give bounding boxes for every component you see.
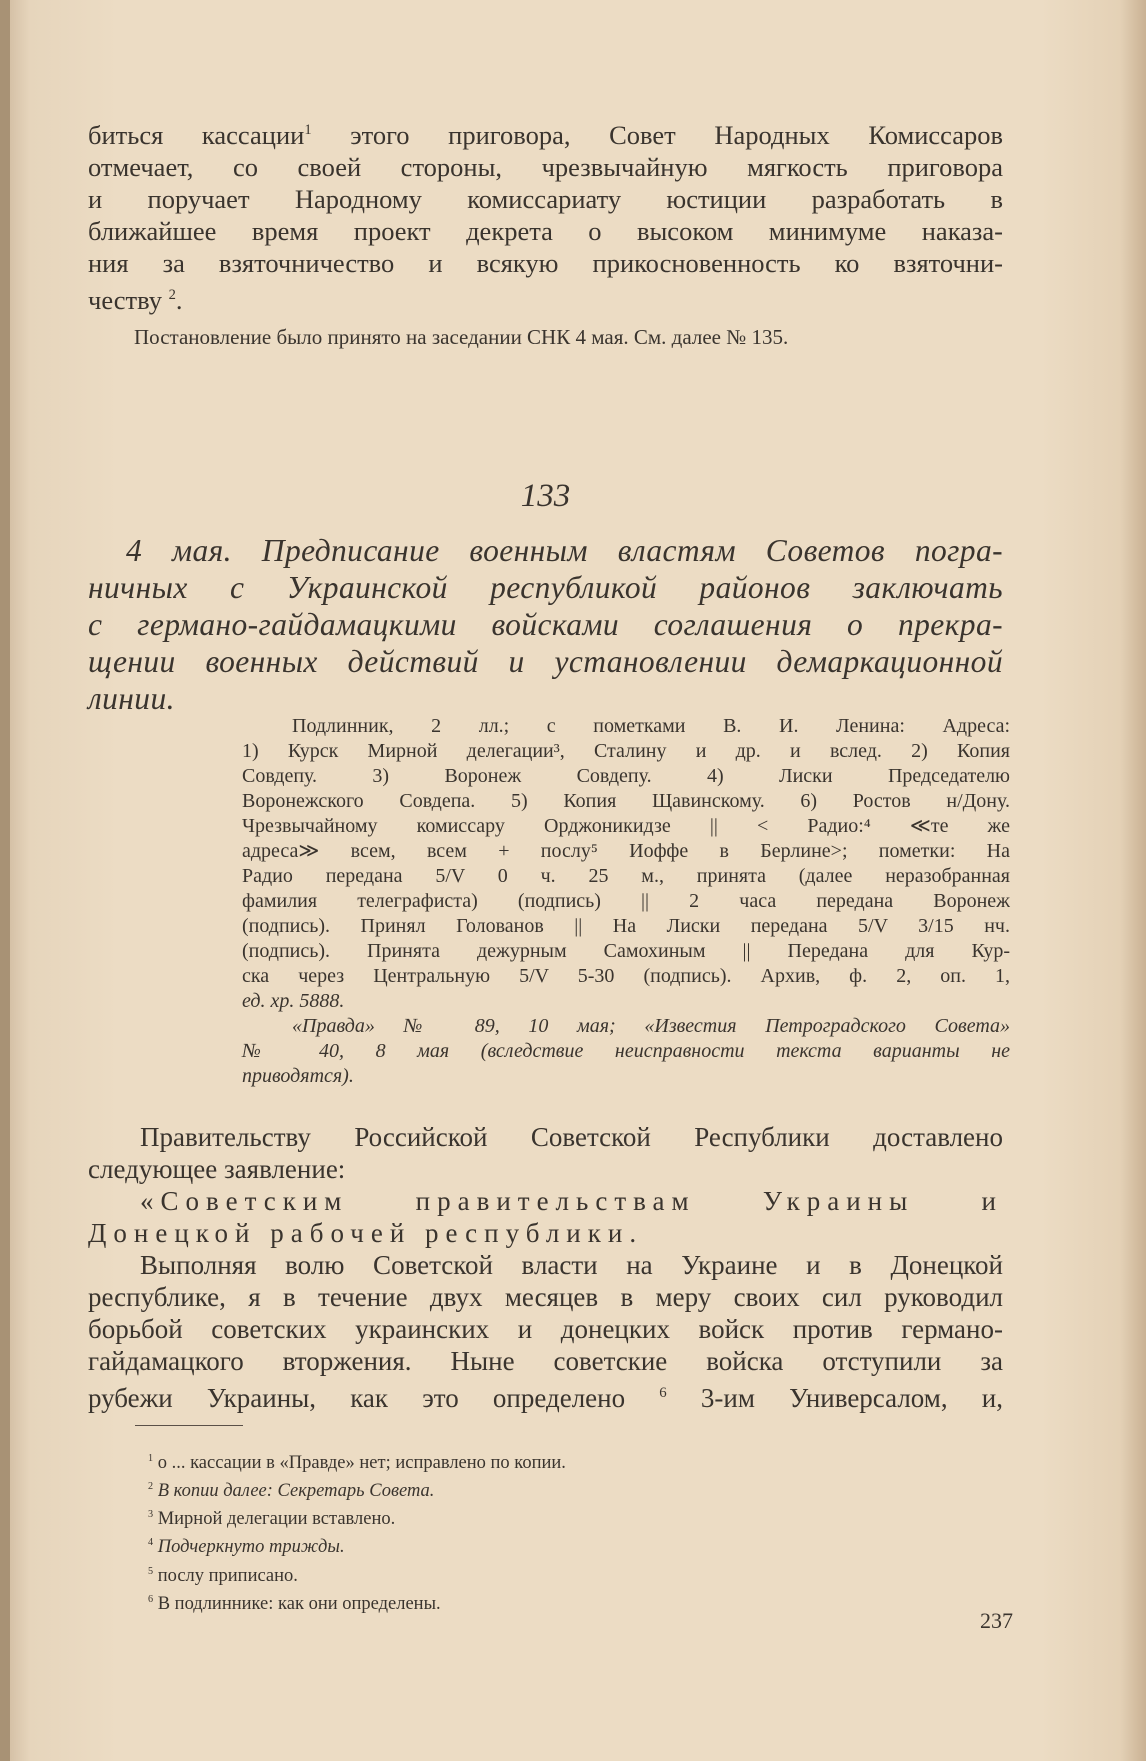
source-line: Радио передана 5/V 0 ч. 25 м., принята (далее неразобранная	[242, 865, 1010, 887]
title-line: щении военных действий и установлении демаркационной	[88, 644, 1003, 679]
body-line: борьбой советских украинских и донецких войск против германо-	[88, 1314, 1003, 1344]
source-line: адреса≫ всем, всем + послу⁵ Иоффе в Берлине>; пометки: На	[242, 840, 1010, 862]
footnote: $^6$ В подлиннике: как они определены.	[148, 1593, 441, 1614]
source-line: ед. хр. 5888.	[242, 990, 345, 1012]
body-line: Донецкой рабочей республики.	[88, 1218, 644, 1248]
continuation-paragraph	[88, 114, 1003, 316]
source-line: Совдепу. 3) Воронеж Совдепу. 4) Лиски Председателю	[242, 765, 1010, 787]
source-line: приводятся).	[242, 1065, 354, 1087]
body-line: республике, я в течение двух месяцев в меру своих сил руководил	[88, 1282, 1003, 1312]
title-line: линии.	[88, 681, 175, 716]
source-note	[242, 714, 1010, 1089]
footnote: $^4$ Подчеркнуто трижды.	[148, 1537, 345, 1558]
page-number: 237	[980, 1608, 1013, 1633]
statement-text	[88, 1121, 1003, 1414]
page-edge	[0, 0, 10, 1761]
source-line: Воронежского Совдепа. 5) Копия Щавинскому. 6) Ростов н/Дону.	[242, 790, 1010, 812]
source-line: (подпись). Принята дежурным Самохиным || Передана для Кур-	[242, 940, 1010, 962]
source-line: № 40, 8 мая (вследствие неисправности текста варианты не	[242, 1040, 1010, 1062]
source-line: Подлинник, 2 лл.; с пометками В. И. Ленина: Адреса:	[292, 715, 1010, 737]
text-line: отмечает, со своей стороны, чрезвычайную мягкость приговора	[88, 151, 1003, 182]
footnote: $^5$ послу приписано.	[148, 1565, 298, 1586]
resolution-note: Постановление было принято на заседании СНК 4 мая. См. далее № 135.	[134, 325, 789, 349]
body-line: следующее заявление:	[88, 1154, 346, 1184]
text-line: честву $^2$.	[88, 284, 183, 315]
source-line: Чрезвычайному комиссару Орджоникидзе || < Радио:⁴ ≪те же	[242, 815, 1010, 837]
footnote-divider	[135, 1425, 243, 1426]
text-line: ния за взяточничество и всякую прикосновенность ко взяточни-	[88, 247, 1003, 278]
source-line: 1) Курск Мирной делегации³, Сталину и др. и вслед. 2) Копия	[242, 740, 1010, 762]
source-line: «Правда» № 89, 10 мая; «Известия Петроградского Совета»	[292, 1015, 1010, 1037]
title-line: 4 мая. Предписание военным властям Советов погра-	[126, 533, 1003, 568]
body-line: Правительству Российской Советской Республики доставлено	[140, 1122, 1003, 1152]
body-line: рубежи Украины, как это определено $^6$ 3-им Универсалом, и,	[88, 1383, 1003, 1413]
footnote: $^1$ о ... кассации в «Правде» нет; исправлено по копии.	[148, 1453, 566, 1474]
source-line: фамилия телеграфиста) (подпись) || 2 часа передана Воронеж	[242, 890, 1010, 912]
footnotes	[148, 1447, 566, 1616]
text-line: ближайшее время проект декрета о высоком минимуме наказа-	[88, 215, 1003, 246]
text-line: и поручает Народному комиссариату юстиции разработать в	[88, 183, 1003, 214]
document-number: 133	[520, 478, 571, 514]
title-line: ничных с Украинской республикой районов заключать	[88, 570, 1003, 605]
footnote: $^2$ В копии далее: Секретарь Совета.	[148, 1481, 435, 1502]
document-title	[88, 532, 1003, 717]
footnote: $^3$ Мирной делегации вставлено.	[148, 1509, 396, 1530]
source-line: ска через Центральную 5/V 5-30 (подпись). Архив, ф. 2, оп. 1,	[242, 965, 1010, 987]
body-line: гайдамацкого вторжения. Ныне советские войска отступили за	[88, 1346, 1003, 1376]
body-line: «Советским правительствам Украины и	[140, 1186, 1003, 1216]
source-line: (подпись). Принял Голованов || На Лиски передана 5/V 3/15 нч.	[242, 915, 1010, 937]
text-line: биться кассации$^1$ этого приговора, Совет Народных Комиссаров	[88, 119, 1004, 150]
title-line: с германо-гайдамацкими войсками соглашения о прекра-	[88, 607, 1003, 642]
body-line: Выполняя волю Советской власти на Украине и в Донецкой	[140, 1250, 1003, 1280]
